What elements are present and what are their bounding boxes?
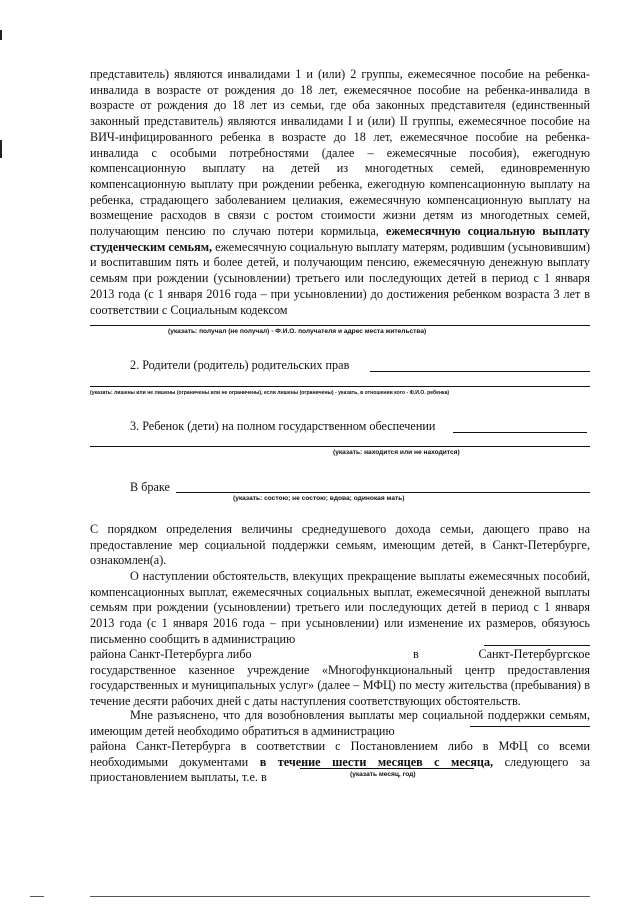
item3-caption: (указать: находится или не находится) bbox=[333, 449, 460, 456]
month-year-field[interactable] bbox=[300, 768, 474, 769]
item2-field-2[interactable] bbox=[90, 386, 590, 387]
obligation-paragraph bbox=[90, 569, 590, 648]
item2-caption: (указать: лишены или не лишены (ограничены или не ограничены), если лишены (ограничены) - указать, в отношении кого - Ф.И.О. ребенка) bbox=[90, 390, 450, 396]
marriage-caption: (указать: состою; не состою; вдова; одинокая мать) bbox=[233, 495, 405, 502]
order-paragraph: С порядком определения величины среднедушевого дохода семьи, дающего право на предоставление мер социальной поддержки семьям, имеющим детей, в Санкт-Петербурге, ознакомлен(а). bbox=[90, 522, 590, 568]
explained-bold: в течение шести месяцев с месяца, bbox=[259, 754, 494, 769]
explained-paragraph bbox=[90, 708, 590, 739]
month-year-caption: (указать месяц, год) bbox=[350, 771, 416, 778]
received-caption: (указать: получал (не получал) - Ф.И.О. получателя и адрес места жительства) bbox=[168, 328, 427, 335]
obligation-text-2: в Санкт-Петербургское государственное казенное учреждение «Многофункциональный центр предоставления государственных и муниципальных услуг» (далее – МФЦ) по месту жительства (пребывания) в течение десяти рабочих дней с даты наступления соответствующих обстоятельств. bbox=[90, 647, 590, 709]
item2-field[interactable] bbox=[370, 371, 590, 372]
item3-field[interactable] bbox=[453, 432, 587, 433]
item3-label: 3. Ребенок (дети) на полном государственном обеспечении bbox=[130, 419, 436, 433]
district-label: района Санкт-Петербурга либо bbox=[90, 647, 252, 661]
explained-text: Мне разъяснено, что для возобновления выплаты мер социальной поддержки семьям, имеющим детей необходимо обратиться в администрацию bbox=[90, 708, 590, 738]
top-paragraph-text-2: ежемесячную социальную выплату матерям, родившим (усыновившим) и воспитавшим пять и более детей, и получающим пенсию, ежемесячную денежную выплату семьям при рождении (усыновлении) третьего или последующих детей в период с 1 января 2013 года (с 1 января 2016 года – при усыновлении) до достижения ребенком возраста 3 лет в соответствии с Социальным кодексом bbox=[90, 239, 591, 317]
footer-line bbox=[30, 896, 44, 897]
administration-field[interactable] bbox=[484, 645, 590, 646]
administration-field-2[interactable] bbox=[470, 726, 590, 727]
margin-mark bbox=[0, 30, 2, 40]
footer-line-2 bbox=[90, 896, 590, 897]
marriage-label: В браке bbox=[130, 480, 170, 494]
explained-text-2: района Санкт-Петербурга в соответствии с Постановлением либо в МФЦ со всеми необходимыми документами в течение шести месяцев с месяца, следующего за приостановлением выплаты, т.е. в bbox=[90, 739, 591, 785]
top-paragraph bbox=[90, 67, 590, 318]
marriage-field[interactable] bbox=[176, 492, 590, 493]
item2-label: 2. Родители (родитель) родительских прав bbox=[130, 358, 350, 372]
obligation-text: О наступлении обстоятельств, влекущих прекращение выплаты ежемесячных пособий, компенсационных выплат, ежемесячных социальных выплат, ежемесячной денежной выплаты семьям при рождении (усыновлении) третьего или последующих детей в период с 1 января 2013 года (с 1 января 2016 года – при усыновлении) или изменение их размеров, обязуюсь письменно сообщить в администрацию bbox=[90, 569, 590, 646]
received-line[interactable] bbox=[90, 325, 590, 326]
top-paragraph-bold: ежемесячную социальную выплату студенческим семьям, bbox=[90, 224, 590, 254]
margin-mark bbox=[0, 140, 2, 158]
top-paragraph-text: представитель) являются инвалидами 1 и (или) 2 группы, ежемесячное пособие на ребенка-инвалида в возрасте от рождения до 18 лет, ежемесячное пособие на ребенка-инвалида в возрасте от рождения до 18 лет из семьи, где оба законных представителя (единственный законный представитель) являются инвалидами I и (или) II группы, ежемесячное пособие на ВИЧ-инфицированного ребенка в возрасте до 18 лет, ежемесячное пособие на ребенка-инвалида с особыми потребностями (далее – ежемесячные пособия), ежегодную компенсационную выплату на детей из многодетных семей, единовременную компенсационную выплату при рождении ребенка, ежегодную компенсационную выплату на ребенка, страдающего заболеванием целиакия, ежемесячную компенсационную выплату на возмещение расходов в связи с ростом стоимости жизни детям из многодетных семей, получающим пенсию по случаю потери кормильца, bbox=[90, 67, 590, 239]
item3-field-2[interactable] bbox=[90, 446, 590, 447]
